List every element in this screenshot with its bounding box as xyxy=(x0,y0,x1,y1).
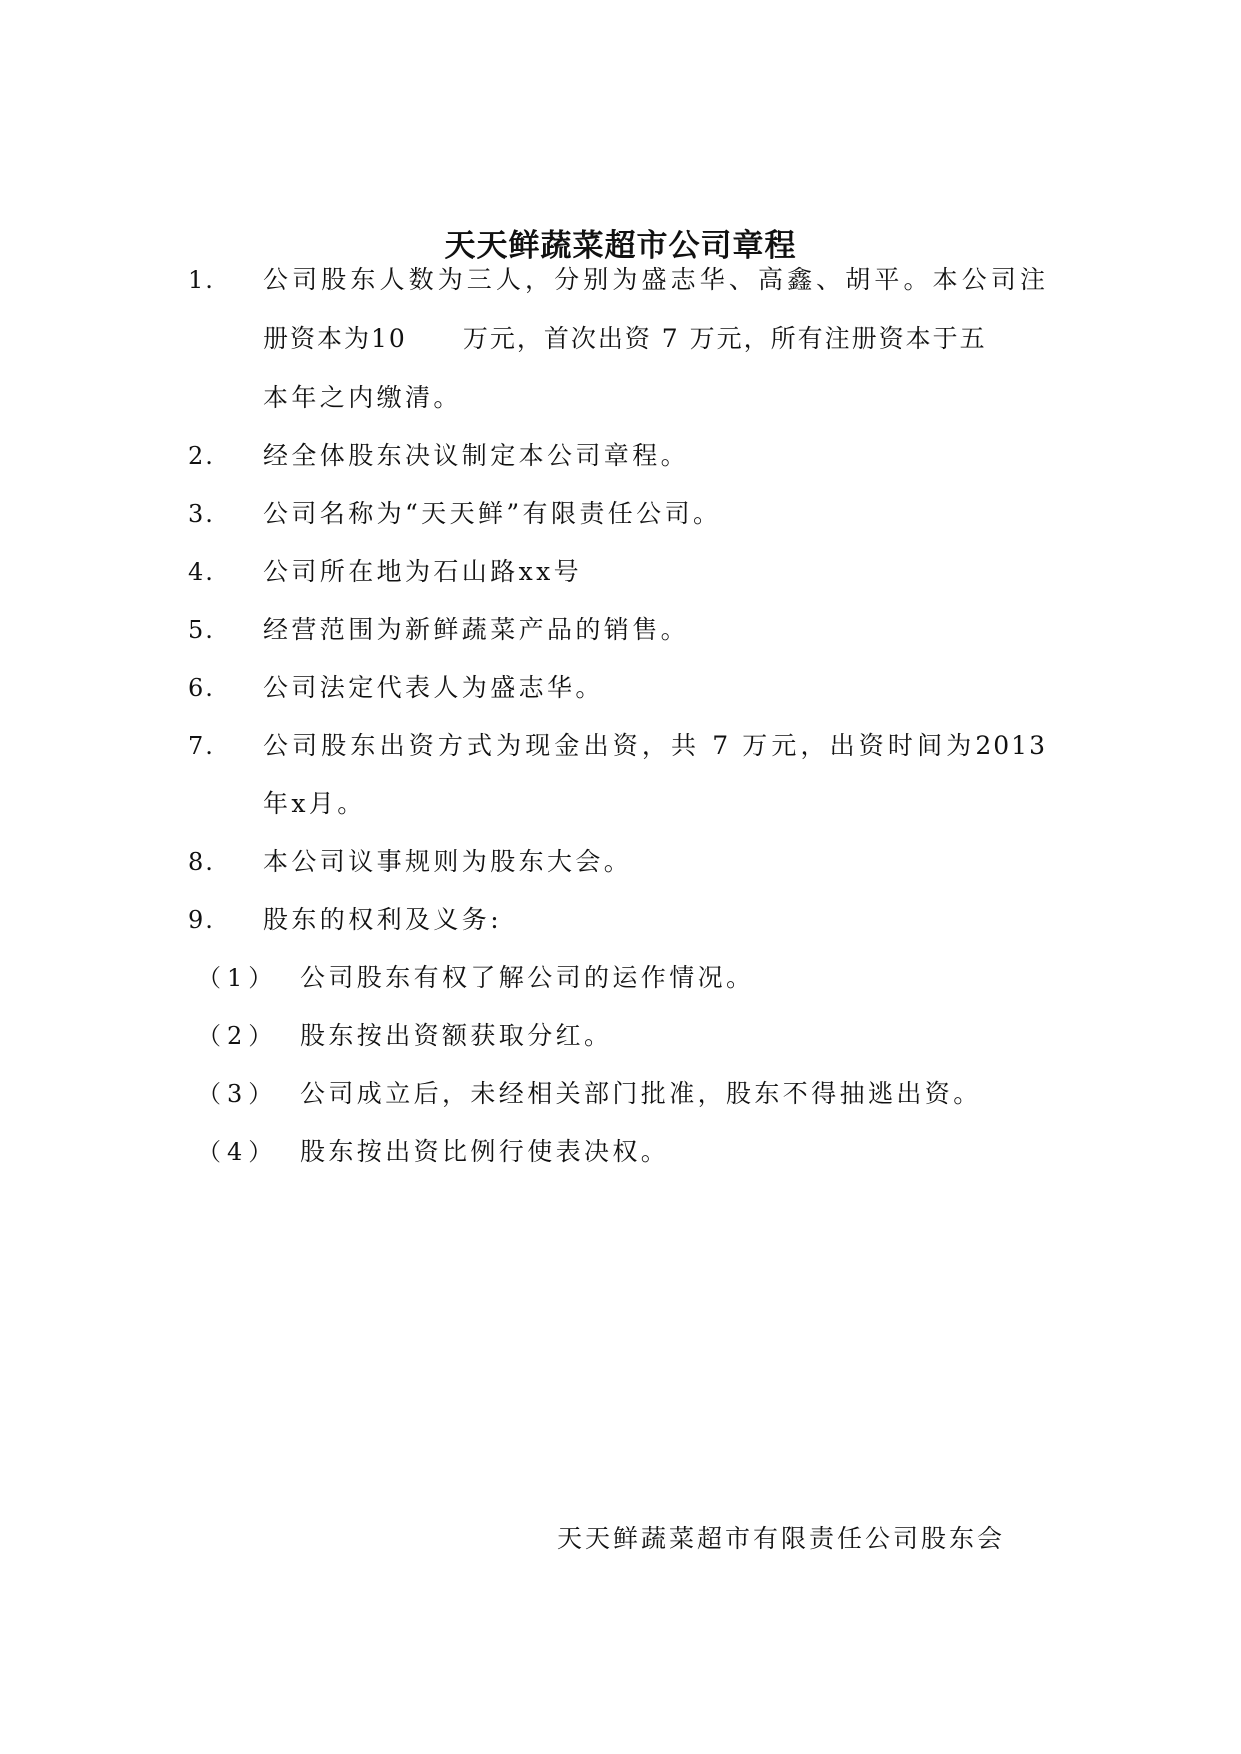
sub-item-3-text: 公司成立后，未经相关部门批准，股东不得抽逃出资。 xyxy=(300,1079,982,1108)
item-number-4: 4. xyxy=(188,558,215,586)
item-7-line-2: 年x月。 xyxy=(263,789,366,818)
item-1-line-2 xyxy=(263,321,987,357)
item-number-6: 6. xyxy=(188,674,215,702)
document-title: 天天鲜蔬菜超市公司章程 xyxy=(444,228,797,264)
item-number-5: 5. xyxy=(188,616,215,644)
item-number-1: 1. xyxy=(188,266,215,294)
sub-item-number-4: （4） xyxy=(197,1138,279,1166)
item-1-line-3: 本年之内缴清。 xyxy=(263,383,462,412)
item-1-line-2-end: 万元，首次出资 7 万元，所有注册资本于五 xyxy=(462,324,987,353)
item-number-8: 8. xyxy=(188,848,215,876)
item-1-line-1: 公司股东人数为三人，分别为盛志华、高鑫、胡平。本公司注 xyxy=(263,265,1047,294)
sub-item-1-text: 公司股东有权了解公司的运作情况。 xyxy=(300,963,755,992)
item-number-2: 2. xyxy=(188,442,215,470)
item-6-text: 公司法定代表人为盛志华。 xyxy=(263,673,604,702)
item-7-line-1: 公司股东出资方式为现金出资，共 7 万元，出资时间为2013 xyxy=(263,731,1047,760)
sub-item-number-2: （2） xyxy=(197,1022,279,1050)
sub-item-4-text: 股东按出资比例行使表决权。 xyxy=(300,1137,670,1166)
item-3-text: 公司名称为“天天鲜”有限责任公司。 xyxy=(263,499,722,528)
sub-item-number-3: （3） xyxy=(197,1080,279,1108)
item-4-text: 公司所在地为石山路xx号 xyxy=(263,557,582,586)
item-number-3: 3. xyxy=(188,500,215,528)
item-9-text: 股东的权利及义务: xyxy=(263,905,503,934)
item-8-text: 本公司议事规则为股东大会。 xyxy=(263,847,633,876)
item-2-text: 经全体股东决议制定本公司章程。 xyxy=(263,441,690,470)
item-1-line-2-start: 册资本为10 xyxy=(263,324,407,353)
item-number-7: 7. xyxy=(188,732,215,760)
signature: 天天鲜蔬菜超市有限责任公司股东会 xyxy=(557,1524,1006,1553)
item-number-9: 9. xyxy=(188,906,215,934)
sub-item-number-1: （1） xyxy=(197,964,279,992)
item-5-text: 经营范围为新鲜蔬菜产品的销售。 xyxy=(263,615,690,644)
sub-item-2-text: 股东按出资额获取分红。 xyxy=(300,1021,613,1050)
